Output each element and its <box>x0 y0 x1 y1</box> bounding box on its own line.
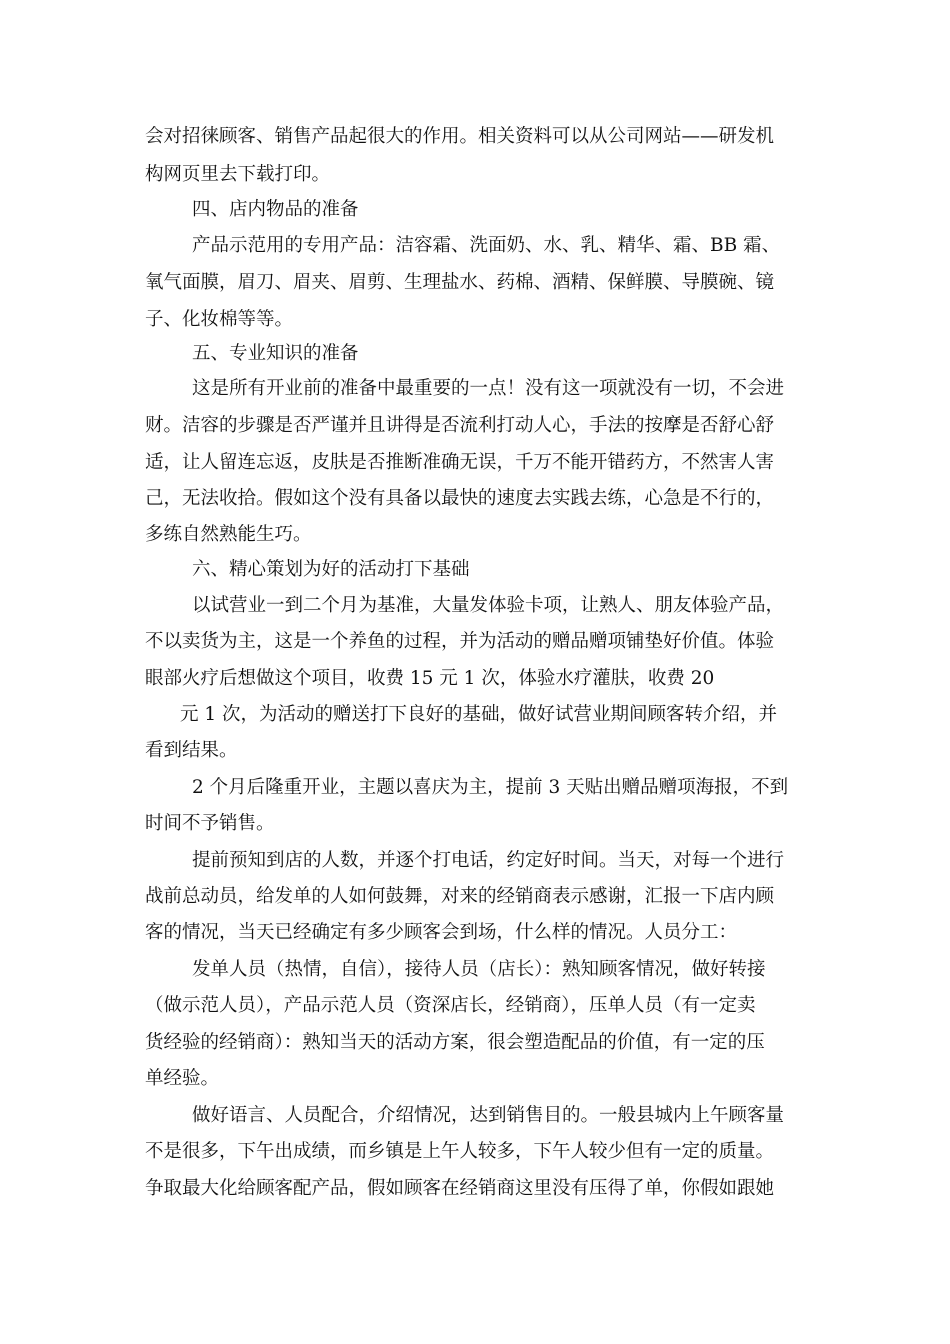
text-line: 元 1 次，为活动的赠送打下良好的基础，做好试营业期间顾客转介绍，并 <box>180 704 778 725</box>
text-line: 这是所有开业前的准备中最重要的一点！没有这一项就没有一切，不会进 <box>192 378 785 399</box>
text-line: 眼部火疗后想做这个项目，收费 15 元 1 次，体验水疗灌肤，收费 20 <box>145 668 715 689</box>
text-line: （做示范人员），产品示范人员（资深店长，经销商），压单人员（有一定卖 <box>145 995 756 1016</box>
section-heading: 六、精心策划为好的活动打下基础 <box>192 559 470 580</box>
section-heading: 四、店内物品的准备 <box>192 199 359 220</box>
text-line: 财。洁容的步骤是否严谨并且讲得是否流利打动人心，手法的按摩是否舒心舒 <box>145 415 775 436</box>
text-line: 提前预知到店的人数，并逐个打电话，约定好时间。当天，对每一个进行 <box>192 850 785 871</box>
text-line: 争取最大化给顾客配产品，假如顾客在经销商这里没有压得了单，你假如跟她 <box>145 1178 775 1199</box>
text-line: 不以卖货为主，这是一个养鱼的过程，并为活动的赠品赠项铺垫好价值。体验 <box>145 631 775 652</box>
text-line: 单经验。 <box>145 1068 220 1089</box>
section-heading: 五、专业知识的准备 <box>192 343 359 364</box>
text-line: 时间不予销售。 <box>145 813 275 834</box>
text-line: 构网页里去下载打印。 <box>145 164 331 185</box>
text-line: 发单人员（热情，自信），接待人员（店长）：熟知顾客情况，做好转接 <box>192 959 766 980</box>
text-line: 产品示范用的专用产品：洁容霜、洗面奶、水、乳、精华、霜、BB 霜、 <box>192 235 781 256</box>
text-line: 看到结果。 <box>145 740 238 761</box>
text-line: 不是很多，下午出成绩，而乡镇是上午人较多，下午人较少但有一定的质量。 <box>145 1141 775 1162</box>
text-line: 适，让人留连忘返，皮肤是否推断准确无误，千万不能开错药方，不然害人害 <box>145 452 775 473</box>
text-line: 客的情况，当天已经确定有多少顾客会到场，什么样的情况。人员分工： <box>145 922 738 943</box>
text-line: 2 个月后隆重开业，主题以喜庆为主，提前 3 天贴出赠品赠项海报，不到 <box>192 777 789 798</box>
text-line: 战前总动员，给发单的人如何鼓舞，对来的经销商表示感谢，汇报一下店内顾 <box>145 886 775 907</box>
text-line: 己，无法收拾。假如这个没有具备以最快的速度去实践去练，心急是不行的， <box>145 488 775 509</box>
text-line: 多练自然熟能生巧。 <box>145 524 312 545</box>
text-line: 做好语言、人员配合，介绍情况，达到销售目的。一般县城内上午顾客量 <box>192 1105 785 1126</box>
text-line: 以试营业一到二个月为基准，大量发体验卡项，让熟人、朋友体验产品， <box>192 595 785 616</box>
text-line: 货经验的经销商）：熟知当天的活动方案，很会塑造配品的价值，有一定的压 <box>145 1032 765 1053</box>
text-line: 子、化妆棉等等。 <box>145 309 294 330</box>
text-line: 会对招徕顾客、销售产品起很大的作用。相关资料可以从公司网站——研发机 <box>145 126 775 147</box>
text-line: 氧气面膜，眉刀、眉夹、眉剪、生理盐水、药棉、酒精、保鲜膜、导膜碗、镜 <box>145 272 775 293</box>
